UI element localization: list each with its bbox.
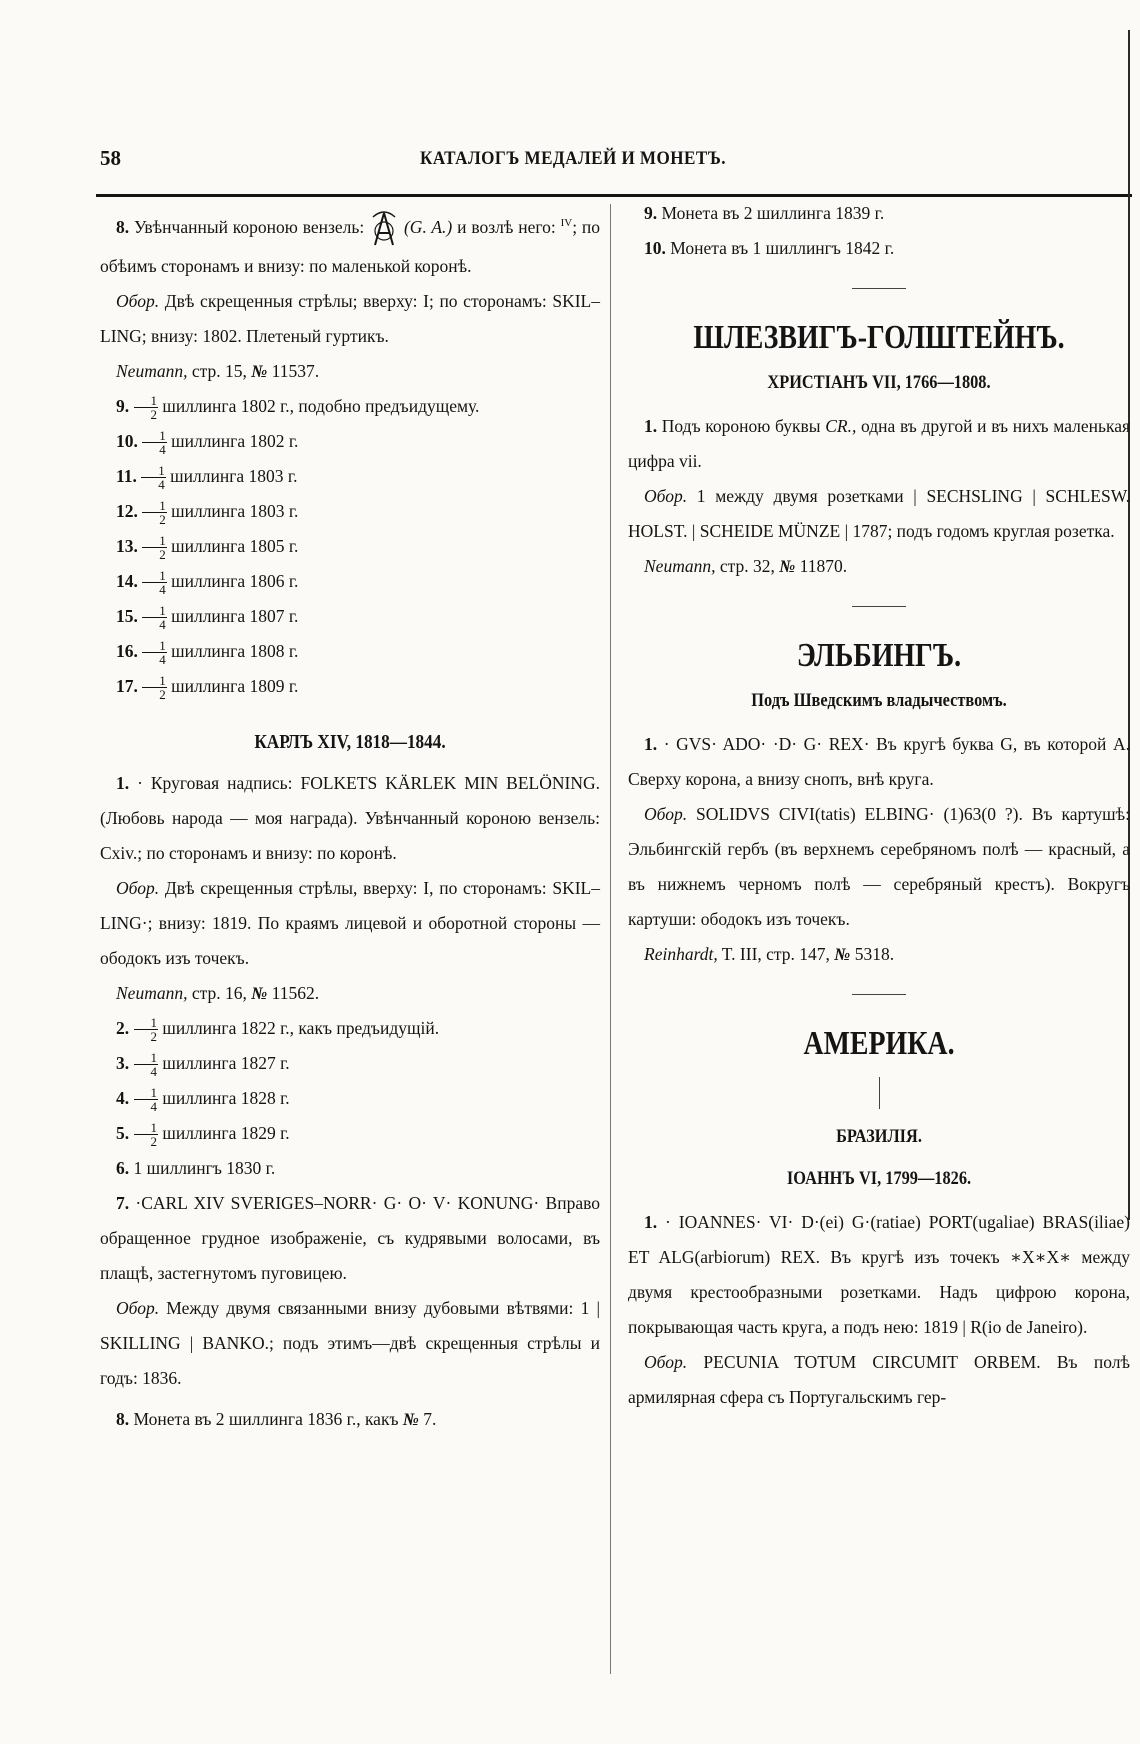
list-item: 14. $\frac{1}{4}$ шиллинга 1806 г. [116,568,299,598]
list-item: 3. $\frac{1}{4}$ шиллинга 1827 г. [116,1050,290,1080]
column-divider [610,204,611,1674]
fraction: $\frac{1}{2}$ [134,1016,159,1043]
fraction: $\frac{1}{4}$ [142,639,167,666]
section-divider [852,994,906,995]
list-item: 12. $\frac{1}{2}$ шиллинга 1803 г. [116,498,299,528]
karl-entry-1-reference: Neumann, стр. 16, № 11562. [116,982,320,1003]
fraction: $\frac{1}{2}$ [142,499,167,526]
subheading-swedish-rule: Подъ Шведскимъ владычествомъ. [751,690,1007,711]
fraction: $\frac{1}{2}$ [134,394,159,421]
left-column [100,204,600,1437]
list-item: 17. $\frac{1}{2}$ шиллинга 1809 г. [116,673,299,703]
brazil-entry-1-obverse: Обор. PECUNIA TOTUM CIRCUMIT ORBEM. Въ полѣ армилярная сфера съ Португальскимъ гер- [628,1352,1130,1407]
section-heading-america: АМЕРИКА. [803,1025,955,1062]
subheading-brazil: БРАЗИЛІЯ. [836,1126,922,1147]
karl-entry-7: 7. ·CARL XIV SVERIGES–NORR· G· O· V· KONUNG· Вправо обращенное грудное изображеніе, съ кудрявыми волосами, въ плащѣ, застегнутомъ пуговицею. [100,1192,600,1283]
list-item: 15. $\frac{1}{4}$ шиллинга 1807 г. [116,603,299,633]
fraction: $\frac{1}{2}$ [142,534,167,561]
subheading-christian: ХРИСТІАНЪ VII, 1766—1808. [767,372,991,393]
shilling-list-1 [100,389,600,704]
entry-8-obverse: Обор. Двѣ скрещенныя стрѣлы; вверху: I; по сторонамъ: SKIL–LING; внизу: 1802. Плетеный гуртикъ. [100,290,600,346]
running-head: КАТАЛОГЪ МЕДАЛЕЙ И МОНЕТЪ. [420,148,726,169]
page-number: 58 [100,146,121,170]
karl-entry-1: 1. · Круговая надпись: FOLKETS KÄRLEK MIN BELÖNING. (Любовь народа — моя награда). Увѣнчанный короною вензель: Cxiv.; по сторонамъ и внизу: по коронѣ. [100,772,600,863]
brazil-entry-1: 1. · IOANNES· VI· D·(ei) G·(ratiae) PORT(ugaliae) BRAS(iliae) ET ALG(arbiorum) REX. Въ кругѣ изъ точекъ ∗X∗X∗ между двумя крестообразными розетками. Надъ цифрою корона, покрывающая часть круга, а подъ нею: 1819 | R(io de Janeiro). [628,1212,1131,1337]
section-heading-karl: КАРЛЪ XIV, 1818—1844. [254,730,446,753]
fraction: $\frac{1}{4}$ [134,1086,159,1113]
right-column [628,204,1130,1415]
list-item: 4. $\frac{1}{4}$ шиллинга 1828 г. [116,1085,290,1115]
schleswig-entry-1-reference: Neumann, стр. 32, № 11870. [644,556,848,576]
elbing-entry-1: 1. · GVS· ADO· ·D· G· REX· Въ кругѣ буква G, въ которой A. Сверху корона, а внизу снопъ, внѣ круга. [628,734,1130,789]
fraction: $\frac{1}{4}$ [134,1051,159,1078]
fraction: $\frac{1}{4}$ [142,569,167,596]
elbing-entry-1-reference: Reinhardt, T. III, стр. 147, № 5318. [644,944,895,964]
fraction: $\frac{1}{2}$ [134,1121,159,1148]
karl-entry-8: 8. Монета въ 2 шиллинга 1836 г., какъ № 7. [116,1408,437,1429]
karl-entry-7-obverse: Обор. Между двумя связанными внизу дубовыми вѣтвями: 1 | SKILLING | BANKO.; подъ этимъ—двѣ скрещенныя стрѣлы и годъ: 1836. [100,1297,601,1388]
schleswig-entry-1-obverse: Обор. 1 между двумя розетками | SECHSLING | SCHLESW. HOLST. | SCHEIDE MÜNZE | 1787; подъ годомъ круглая розетка. [628,486,1130,541]
monogram-icon [369,209,399,249]
entry-8-reference: Neumann, стр. 15, № 11537. [116,360,320,381]
entry-10: 10. Монета въ 1 шиллингъ 1842 г. [644,238,895,258]
fraction: $\frac{1}{2}$ [142,674,167,701]
list-item: 5. $\frac{1}{2}$ шиллинга 1829 г. [116,1120,290,1150]
section-heading-schleswig: ШЛЕЗВИГЪ-ГОЛШТЕЙНЪ. [693,319,1065,356]
fraction: $\frac{1}{4}$ [142,429,167,456]
list-item: 13. $\frac{1}{2}$ шиллинга 1805 г. [116,533,299,563]
section-divider [852,606,906,607]
schleswig-entry-1: 1. Подъ короною буквы CR., одна въ другой и въ нихъ маленькая цифра vii. [628,416,1131,471]
list-item: 2. $\frac{1}{2}$ шиллинга 1822 г., какъ предъидущій. [116,1015,440,1045]
shilling-list-2 [100,1011,600,1186]
fraction: $\frac{1}{4}$ [142,604,167,631]
list-item: 6. 1 шиллингъ 1830 г. [116,1157,276,1178]
fraction: $\frac{1}{4}$ [141,464,166,491]
entry-8: 8. Увѣнчанный короною вензель: (G. A.) и возлѣ него: $^{IV}$; по обѣимъ сторонамъ и внизу: по маленькой коронѣ. [100,206,600,284]
subheading-joao: ІОАННЪ VI, 1799—1826. [786,1168,972,1189]
entry-9: 9. Монета въ 2 шиллинга 1839 г. [644,203,885,223]
elbing-entry-1-obverse: Обор. SOLIDVS CIVI(tatis) ELBING· (1)63(0 ?). Въ картушѣ: Эльбингскій гербъ (въ верхнемъ серебряномъ полѣ — красный, а въ нижнемъ черномъ полѣ — серебряный крестъ). Вокругъ картуши: ободокъ изъ точекъ. [628,804,1130,929]
section-divider [852,288,906,289]
heading-divider [879,1077,880,1109]
section-heading-elbing: ЭЛЬБИНГЪ. [796,637,962,674]
list-item: 10. $\frac{1}{4}$ шиллинга 1802 г. [116,428,299,458]
karl-entry-1-obverse: Обор. Двѣ скрещенныя стрѣлы, вверху: I, по сторонамъ: SKIL–LING·; внизу: 1819. По краямъ лицевой и оборотной стороны — ободокъ изъ точекъ. [100,877,600,968]
list-item: 11. $\frac{1}{4}$ шиллинга 1803 г. [116,463,298,493]
list-item: 9. $\frac{1}{2}$ шиллинга 1802 г., подобно предъидущему. [116,393,480,423]
list-item: 16. $\frac{1}{4}$ шиллинга 1808 г. [116,638,299,668]
